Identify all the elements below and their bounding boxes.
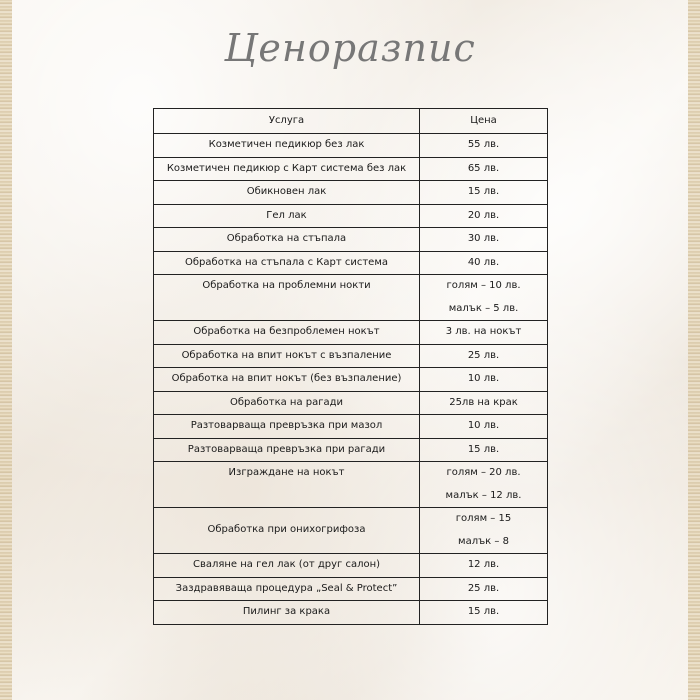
- table-row: [154, 228, 548, 252]
- price-cell: 55 лв.: [420, 134, 548, 158]
- price-cell: 3 лв. на нокът: [420, 321, 548, 345]
- service-cell: Обработка на впит нокът (без възпаление): [154, 368, 420, 392]
- price-line: малък – 5 лв.: [448, 302, 519, 314]
- glitter-border-left: [0, 0, 12, 700]
- table-row: [154, 321, 548, 345]
- table-row: [154, 601, 548, 625]
- price-cell: [420, 462, 548, 508]
- table-row: [154, 415, 548, 439]
- price-cell: [420, 275, 548, 321]
- service-cell: Обикновен лак: [154, 181, 420, 205]
- table-row: [154, 462, 548, 508]
- service-cell: Сваляне на гел лак (от друг салон): [154, 554, 420, 578]
- service-cell: Обработка на рагади: [154, 391, 420, 415]
- price-rows: [154, 134, 548, 625]
- service-cell: Заздравяваща процедура „Seal & Protect”: [154, 577, 420, 601]
- table-row: [154, 577, 548, 601]
- price-cell: 40 лв.: [420, 251, 548, 275]
- price-cell: 25лв на крак: [420, 391, 548, 415]
- price-cell: 20 лв.: [420, 204, 548, 228]
- service-label: Обработка при онихогрифоза: [207, 524, 366, 535]
- table-row: [154, 181, 548, 205]
- price-cell: 15 лв.: [420, 438, 548, 462]
- table-header-row: [154, 109, 548, 134]
- table-row: [154, 438, 548, 462]
- service-cell: Разтоварваща превръзка при рагади: [154, 438, 420, 462]
- table-row: [154, 508, 548, 554]
- table-row: [154, 275, 548, 321]
- table-row: [154, 554, 548, 578]
- price-line: малък – 8: [458, 535, 509, 547]
- table-row: [154, 204, 548, 228]
- price-cell: 12 лв.: [420, 554, 548, 578]
- service-cell: Козметичен педикюр без лак: [154, 134, 420, 158]
- service-cell: Обработка на впит нокът с възпаление: [154, 344, 420, 368]
- price-line: малък – 12 лв.: [445, 489, 522, 501]
- price-cell: 30 лв.: [420, 228, 548, 252]
- price-line: голям – 20 лв.: [446, 467, 521, 478]
- service-cell: Обработка на безпроблемен нокът: [154, 321, 420, 345]
- price-cell: 15 лв.: [420, 181, 548, 205]
- table-row: [154, 134, 548, 158]
- table-row: [154, 368, 548, 392]
- table-row: [154, 251, 548, 275]
- service-cell: Обработка на стъпала с Карт система: [154, 251, 420, 275]
- price-cell: 10 лв.: [420, 415, 548, 439]
- service-cell: Обработка на стъпала: [154, 228, 420, 252]
- service-cell: Козметичен педикюр с Карт система без лак: [154, 157, 420, 181]
- service-cell: Гел лак: [154, 204, 420, 228]
- price-cell: 25 лв.: [420, 344, 548, 368]
- price-table: [153, 108, 548, 625]
- header-service: Услуга: [154, 109, 420, 134]
- price-cell: 65 лв.: [420, 157, 548, 181]
- table-row: [154, 391, 548, 415]
- price-cell: [420, 508, 548, 554]
- price-cell: 15 лв.: [420, 601, 548, 625]
- header-price: Цена: [420, 109, 548, 134]
- service-label: Обработка на проблемни нокти: [202, 280, 371, 291]
- service-cell: [154, 508, 420, 554]
- service-cell: [154, 462, 420, 508]
- service-cell: Разтоварваща превръзка при мазол: [154, 415, 420, 439]
- price-cell: 10 лв.: [420, 368, 548, 392]
- price-line: голям – 10 лв.: [446, 280, 521, 291]
- glitter-border-right: [688, 0, 700, 700]
- service-cell: [154, 275, 420, 321]
- page-title: Ценоразпис: [224, 26, 476, 70]
- table-row: [154, 157, 548, 181]
- service-cell: Пилинг за крака: [154, 601, 420, 625]
- service-label: Изграждане на нокът: [228, 467, 345, 478]
- price-cell: 25 лв.: [420, 577, 548, 601]
- price-line: голям – 15: [455, 513, 512, 524]
- table-row: [154, 344, 548, 368]
